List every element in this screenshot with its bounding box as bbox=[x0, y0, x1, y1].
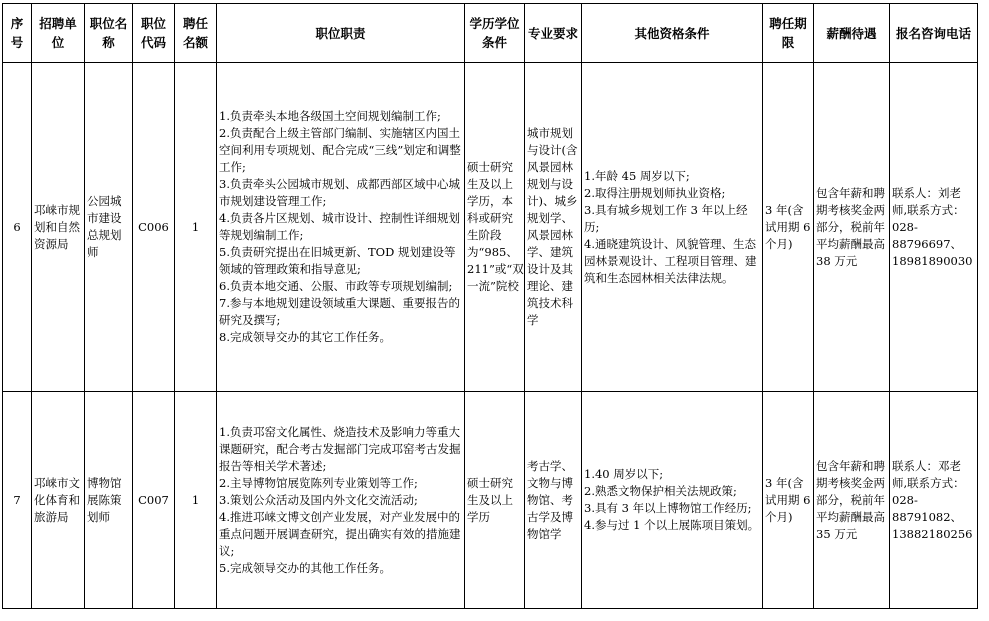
recruitment-table bbox=[2, 3, 978, 609]
header-position-name: 职位名称 bbox=[85, 4, 133, 63]
header-term: 聘任期限 bbox=[763, 4, 814, 63]
cell-phone: 联系人：邓老师,联系方式：028-88791082、13882180256 bbox=[890, 392, 978, 609]
cell-major: 城市规划与设计(含风景园林规划与设计)、城乡规划学、风景园林学、建筑设计及其理论、建筑技术科学 bbox=[525, 63, 582, 392]
cell-education: 硕士研究生及以上学历，本科或研究生阶段为“985、211”或“双一流”院校 bbox=[465, 63, 525, 392]
header-major: 专业要求 bbox=[525, 4, 582, 63]
duty-item: 5.负责研究提出在旧城更新、TOD 规划建设等领域的管理政策和指导意见; bbox=[219, 245, 456, 276]
cell-position-name: 博物馆展陈策划师 bbox=[85, 392, 133, 609]
header-salary: 薪酬待遇 bbox=[814, 4, 890, 63]
cell-position-code: C007 bbox=[133, 392, 175, 609]
cell-salary: 包含年薪和聘期考核奖金两部分，税前年平均薪酬最高 35 万元 bbox=[814, 392, 890, 609]
cell-other bbox=[582, 392, 763, 609]
requirement-item: 3.具有 3 年以上博物馆工作经历; bbox=[584, 501, 752, 515]
cell-seq: 6 bbox=[3, 63, 32, 392]
cell-phone: 联系人：刘老师,联系方式：028-88796697、18981890030 bbox=[890, 63, 978, 392]
header-unit: 招聘单位 bbox=[32, 4, 85, 63]
requirement-item: 4.参与过 1 个以上展陈项目策划。 bbox=[584, 518, 760, 532]
duty-item: 2.负责配合上级主管部门编制、实施辖区内国土空间利用专项规划、配合完成“三线”划定和调整工作; bbox=[219, 126, 461, 174]
requirement-item: 1.40 周岁以下; bbox=[584, 467, 664, 481]
requirement-item: 2.熟悉文物保护相关法规政策; bbox=[584, 484, 737, 498]
duty-item: 2.主导博物馆展览陈列专业策划等工作; bbox=[219, 475, 418, 490]
header-position-code: 职位代码 bbox=[133, 4, 175, 63]
cell-position-code: C006 bbox=[133, 63, 175, 392]
cell-other bbox=[582, 63, 763, 392]
header-seq: 序号 bbox=[3, 4, 32, 63]
duty-item: 4.负责各片区规划、城市设计、控制性详细规划等规划编制工作; bbox=[219, 211, 460, 242]
cell-seq: 7 bbox=[3, 392, 32, 609]
requirement-item: 1.年龄 45 周岁以下; bbox=[584, 168, 690, 183]
header-row bbox=[3, 4, 978, 63]
cell-count: 1 bbox=[175, 392, 217, 609]
cell-term: 3 年(含试用期 6 个月) bbox=[763, 63, 814, 392]
cell-duties bbox=[217, 63, 465, 392]
duty-item: 1.负责邛窑文化属性、烧造技术及影响力等重大课题研究，配合考古发掘部门完成邛窑考古发掘报告等相关学术著述; bbox=[219, 424, 461, 473]
cell-position-name: 公园城市建设总规划师 bbox=[85, 63, 133, 392]
header-other: 其他资格条件 bbox=[582, 4, 763, 63]
cell-count: 1 bbox=[175, 63, 217, 392]
cell-term: 3 年(含试用期 6 个月) bbox=[763, 392, 814, 609]
table-row bbox=[3, 392, 978, 609]
header-education: 学历学位条件 bbox=[465, 4, 525, 63]
cell-education: 硕士研究生及以上学历 bbox=[465, 392, 525, 609]
cell-duties bbox=[217, 392, 465, 609]
duty-item: 7.参与本地规划建设领域重大课题、重要报告的研究及撰写; bbox=[219, 296, 460, 327]
duty-item: 3.负责牵头公园城市规划、成都西部区域中心城市规划建设管理工作; bbox=[219, 177, 460, 208]
duty-item: 6.负责本地交通、公服、市政等专项规划编制; bbox=[219, 279, 453, 293]
cell-salary: 包含年薪和聘期考核奖金两部分，税前年平均薪酬最高 38 万元 bbox=[814, 63, 890, 392]
cell-major: 考古学、文物与博物馆、考古学及博物馆学 bbox=[525, 392, 582, 609]
duty-item: 8.完成领导交办的其它工作任务。 bbox=[219, 330, 391, 344]
duty-item: 3.策划公众活动及国内外文化交流活动; bbox=[219, 492, 418, 507]
cell-unit: 邛崃市文化体育和旅游局 bbox=[32, 392, 85, 609]
header-duties: 职位职责 bbox=[217, 4, 465, 63]
header-count: 聘任名额 bbox=[175, 4, 217, 63]
duty-item: 4.推进邛崃文博文创产业发展，对产业发展中的重点问题开展调查研究，提出确实有效的措施建议; bbox=[219, 509, 461, 558]
table-row bbox=[3, 63, 978, 392]
duty-item: 1.负责牵头本地各级国土空间规划编制工作; bbox=[219, 109, 441, 123]
requirement-item: 3.具有城乡规划工作 3 年以上经历; bbox=[584, 202, 748, 234]
requirement-item: 2.取得注册规划师执业资格; bbox=[584, 185, 726, 200]
header-phone: 报名咨询电话 bbox=[890, 4, 978, 63]
duty-item: 5.完成领导交办的其他工作任务。 bbox=[219, 560, 391, 575]
requirement-item: 4.通晓建筑设计、风貌管理、生态园林景观设计、工程项目管理、建筑和生态园林相关法律法规。 bbox=[584, 236, 757, 285]
cell-unit: 邛崃市规划和自然资源局 bbox=[32, 63, 85, 392]
